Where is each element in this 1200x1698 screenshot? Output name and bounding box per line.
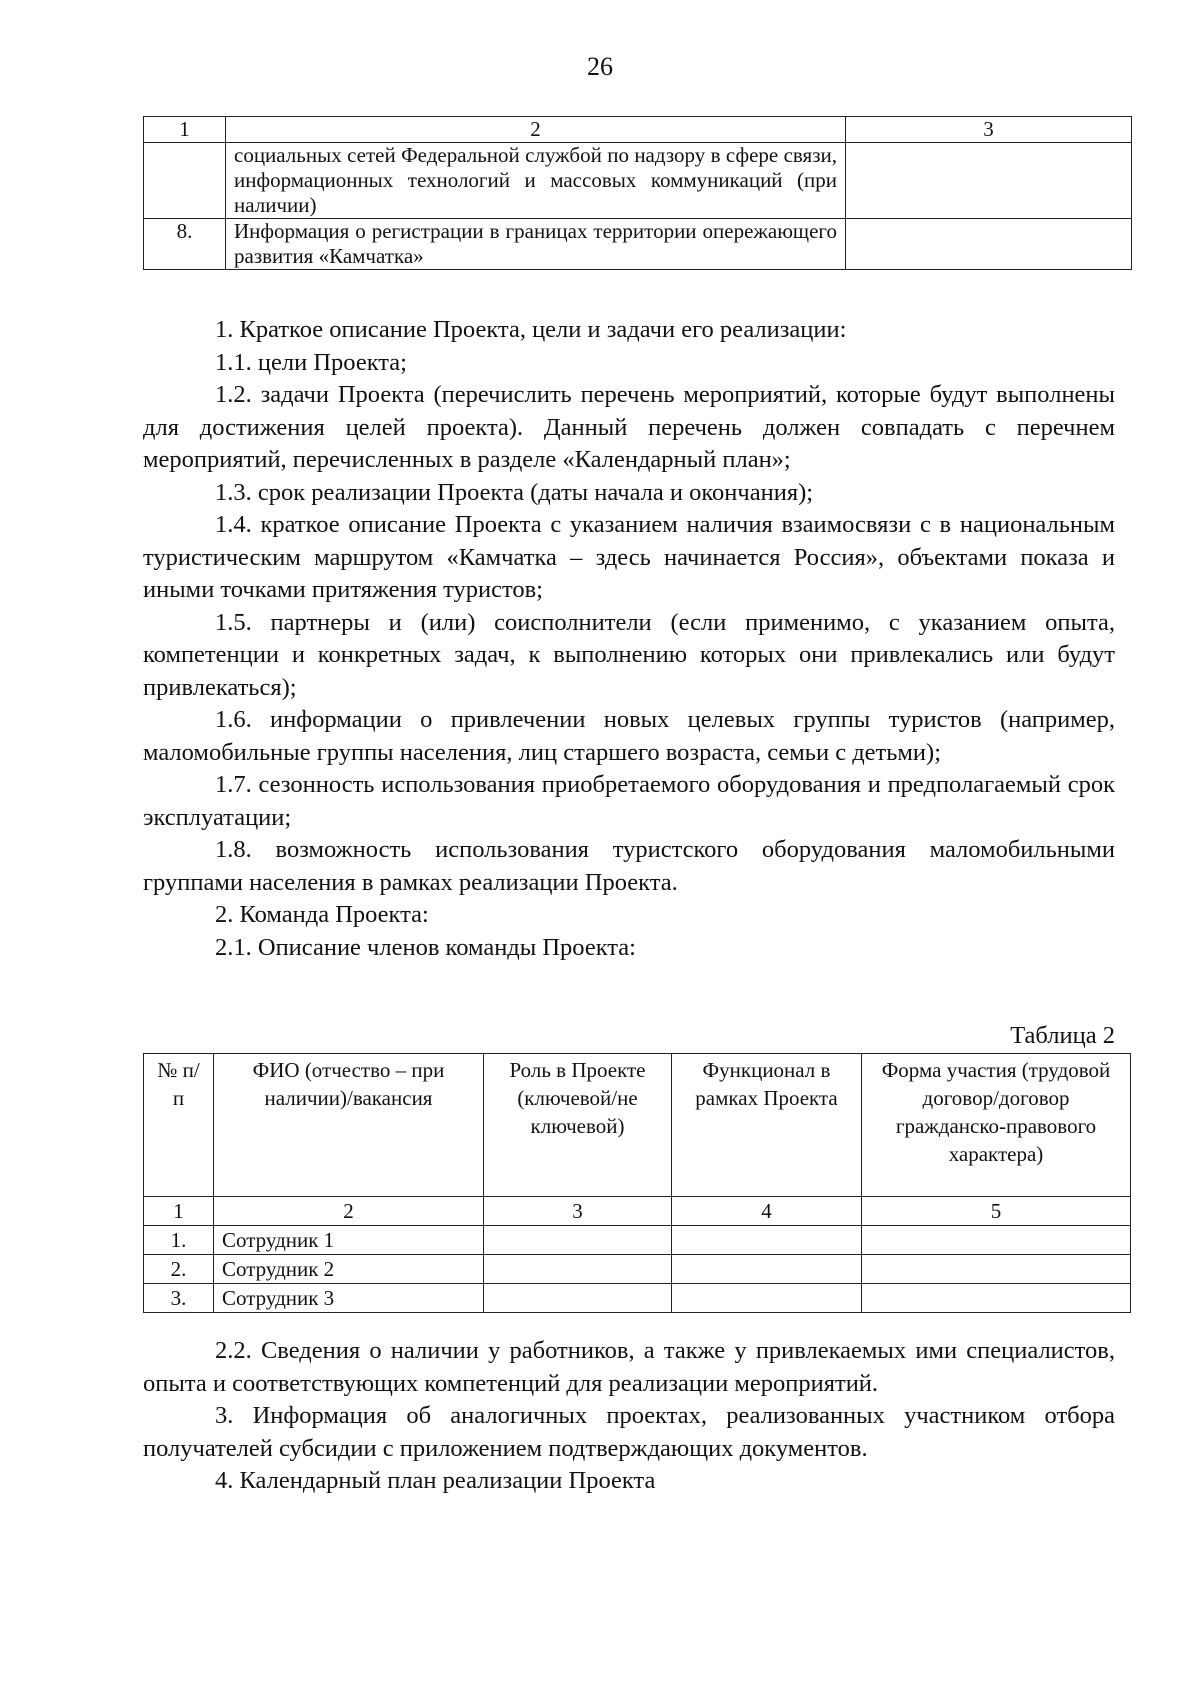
- employee-name: Сотрудник 2: [214, 1255, 484, 1284]
- table-header-cell: Форма участия (трудовой договор/договор гражданско-правового характера): [862, 1054, 1131, 1197]
- table-row: [144, 1226, 1131, 1255]
- table-row: [144, 143, 1132, 219]
- table-row: [144, 1255, 1131, 1284]
- employee-name: Сотрудник 1: [214, 1226, 484, 1255]
- table-row: [144, 219, 1132, 270]
- row-value: [846, 219, 1132, 270]
- empty-cell: [672, 1226, 862, 1255]
- paragraph: 3. Информация об аналогичных проектах, реализованных участником отбора получателей субсидии с приложением подтверждающих документов.: [143, 1402, 1115, 1462]
- row-value: [846, 143, 1132, 219]
- table-label: Таблица 2: [1010, 1022, 1115, 1049]
- paragraph: 1.6. информации о привлечении новых целевых группы туристов (например, маломобильные группы населения, лиц старшего возраста, семьи с детьми);: [143, 706, 1115, 766]
- project-team-table: [143, 1053, 1131, 1313]
- column-number: 4: [672, 1197, 862, 1226]
- table-header-cell: Функционал в рамках Проекта: [672, 1054, 862, 1197]
- row-text: социальных сетей Федеральной службой по надзору в сфере связи, информационных технологий и массовых коммуникаций (при наличии): [226, 143, 846, 219]
- column-number-row: [144, 1197, 1131, 1226]
- table-header-cell: 2: [226, 117, 846, 143]
- column-number: 5: [862, 1197, 1131, 1226]
- paragraph: 1.7. сезонность использования приобретаемого оборудования и предполагаемый срок эксплуатации;: [143, 771, 1115, 831]
- empty-cell: [484, 1226, 672, 1255]
- table-header-cell: ФИО (отчество – при наличии)/вакансия: [214, 1054, 484, 1197]
- application-form-table-continuation: [143, 116, 1132, 270]
- empty-cell: [484, 1284, 672, 1313]
- column-number: 1: [144, 1197, 214, 1226]
- empty-cell: [862, 1284, 1131, 1313]
- table-header-cell: 1: [144, 117, 226, 143]
- empty-cell: [672, 1284, 862, 1313]
- row-number: [144, 143, 226, 219]
- row-number: 8.: [144, 219, 226, 270]
- row-number: 1.: [144, 1226, 214, 1255]
- empty-cell: [672, 1255, 862, 1284]
- employee-name: Сотрудник 3: [214, 1284, 484, 1313]
- paragraph: 1.2. задачи Проекта (перечислить перечень мероприятий, которые будут выполнены для достижения целей проекта). Данный перечень должен совпадать с перечнем мероприятий, перечисленных в разделе «Календарный план»;: [143, 381, 1115, 473]
- row-text: Информация о регистрации в границах территории опережающего развития «Камчатка»: [226, 219, 846, 270]
- table-header-row: [144, 117, 1132, 143]
- paragraph: 2.2. Сведения о наличии у работников, а также у привлекаемых ими специалистов, опыта и соответствующих компетенций для реализации мероприятий.: [143, 1337, 1115, 1397]
- body-text-top: [143, 314, 1115, 964]
- column-number: 2: [214, 1197, 484, 1226]
- table-header-cell: № п/п: [144, 1054, 214, 1197]
- body-text-bottom: [143, 1335, 1115, 1498]
- paragraph: 1.5. партнеры и (или) соисполнители (если применимо, с указанием опыта, компетенции и конкретных задач, к выполнению которых они привлекались или будут привлекаться);: [143, 608, 1115, 701]
- page-number: 26: [587, 52, 613, 81]
- empty-cell: [862, 1226, 1131, 1255]
- table-header-cell: 3: [846, 117, 1132, 143]
- paragraph: 1.3. срок реализации Проекта (даты начала и окончания);: [215, 478, 814, 506]
- row-number: 3.: [144, 1284, 214, 1313]
- row-number: 2.: [144, 1255, 214, 1284]
- empty-cell: [862, 1255, 1131, 1284]
- paragraph: 1.4. краткое описание Проекта с указанием наличия взаимосвязи с в национальным туристическим маршрутом «Камчатка – здесь начинается Россия», объектами показа и иными точками притяжения туристов;: [143, 511, 1115, 603]
- column-number: 3: [484, 1197, 672, 1226]
- paragraph: 2.1. Описание членов команды Проекта:: [215, 933, 636, 961]
- table-header-cell: Роль в Проекте (ключевой/не ключевой): [484, 1054, 672, 1197]
- paragraph: 1.1. цели Проекта;: [215, 348, 407, 376]
- paragraph: 4. Календарный план реализации Проекта: [215, 1467, 656, 1494]
- empty-cell: [484, 1255, 672, 1284]
- table-header-row: [144, 1054, 1131, 1197]
- table-row: [144, 1284, 1131, 1313]
- paragraph: 1. Краткое описание Проекта, цели и задачи его реализации:: [215, 316, 847, 343]
- paragraph: 2. Команда Проекта:: [215, 901, 429, 928]
- paragraph: 1.8. возможность использования туристского оборудования маломобильными группами населения в рамках реализации Проекта.: [143, 836, 1115, 896]
